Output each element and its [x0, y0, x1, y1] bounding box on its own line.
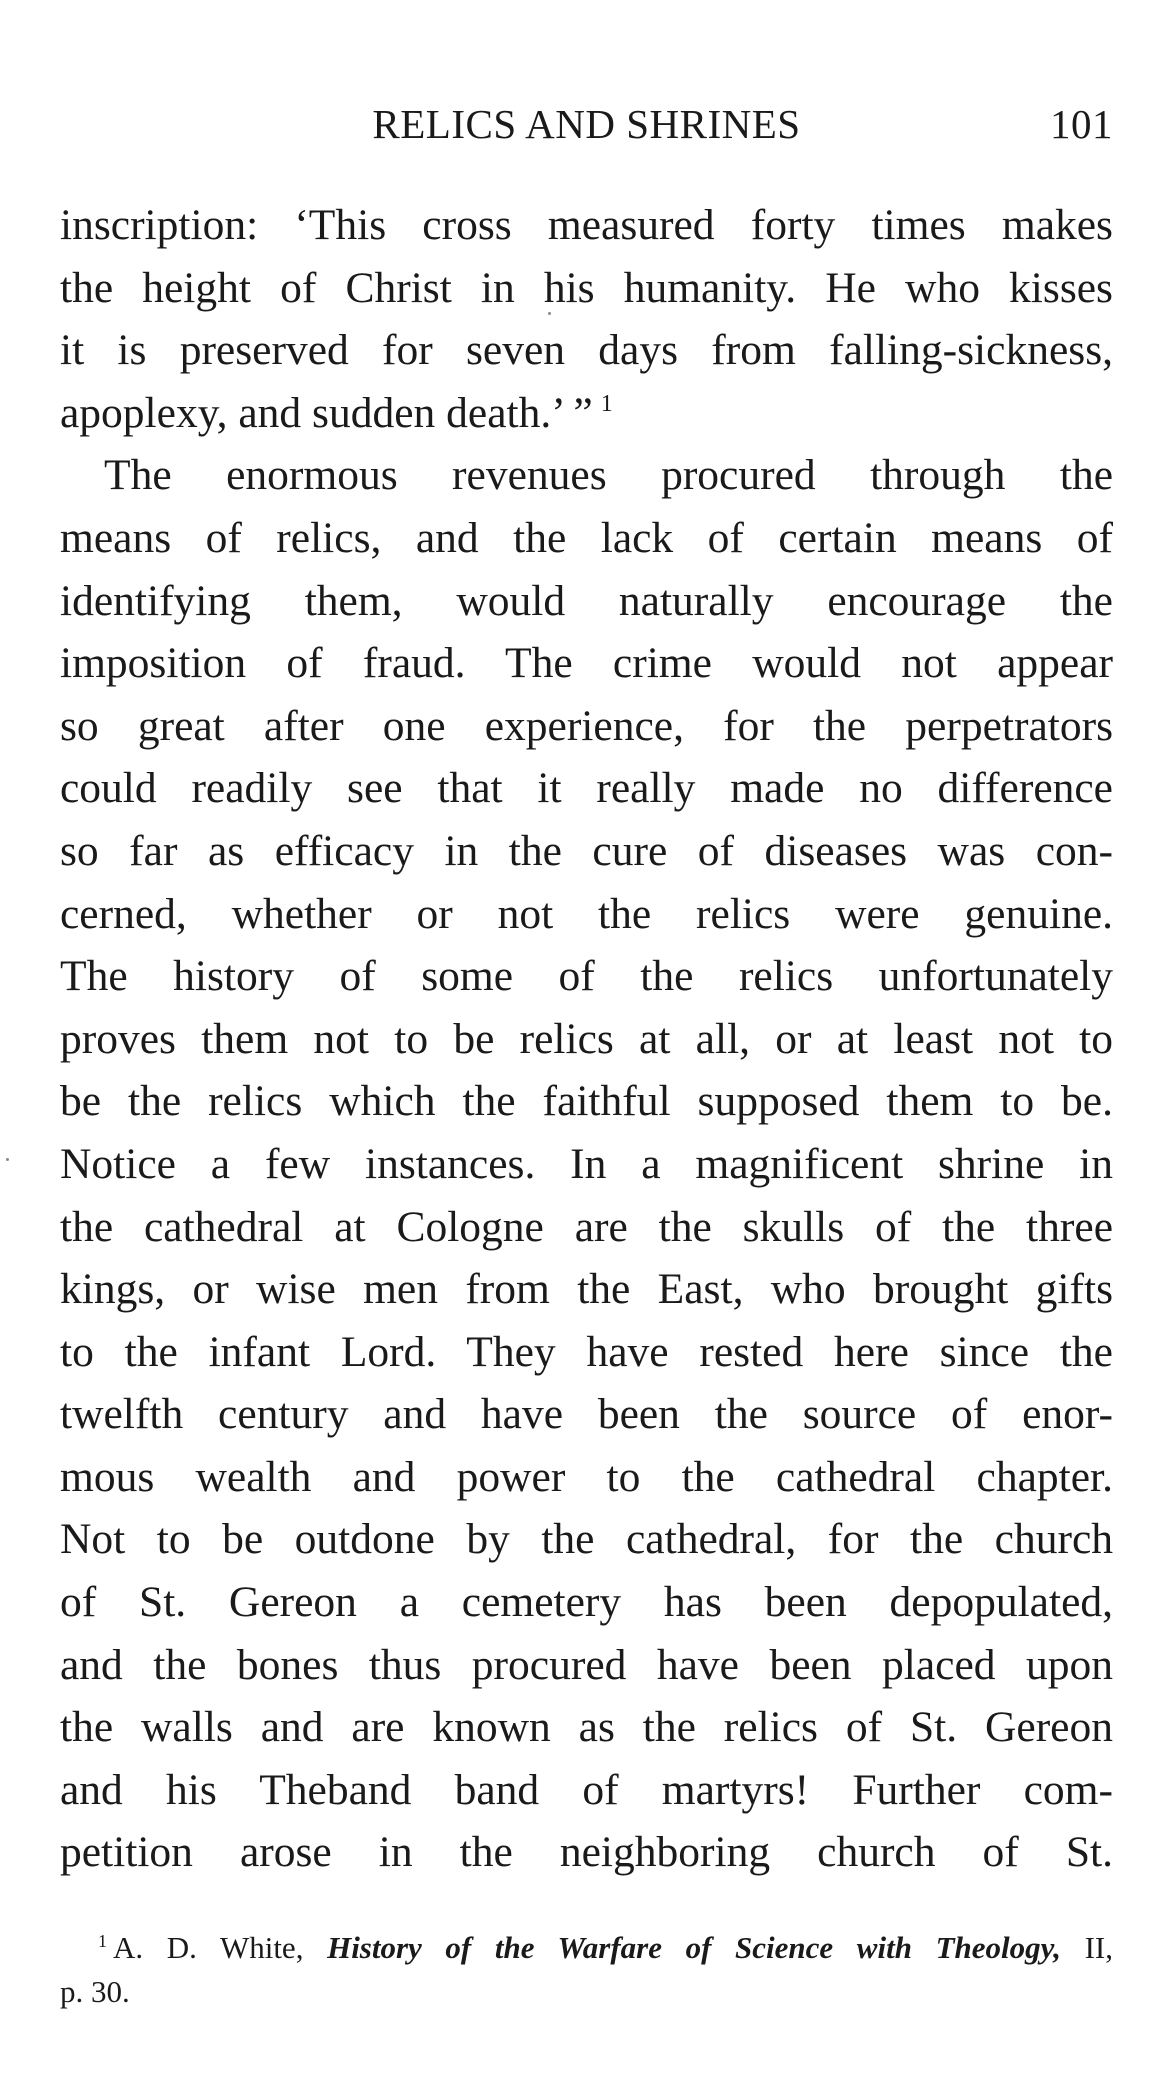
text-line: The history of some of the relics unfortunately [60, 952, 1113, 1001]
text-line: Not to be outdone by the cathedral, for the church [60, 1515, 1113, 1564]
text-line: kings, or wise men from the East, who brought gifts [60, 1265, 1113, 1314]
footnote-author: A. D. White, [113, 1930, 304, 1965]
text-line: the walls and are known as the relics of St. Gereon [60, 1703, 1113, 1752]
text-line: and the bones thus procured have been placed upon [60, 1640, 1113, 1689]
text-line: proves them not to be relics at all, or at least not to [60, 1014, 1113, 1063]
text-line: could readily see that it really made no difference [60, 764, 1113, 813]
footnote [60, 1926, 1113, 2014]
text-line: petition arose in the neighboring church of St. [60, 1828, 1113, 1877]
print-speck [548, 312, 551, 315]
text-line: the cathedral at Cologne are the skulls of the three [60, 1202, 1113, 1251]
text-line-content: apoplexy, and sudden death.’ ” [60, 388, 593, 437]
print-speck [6, 1158, 9, 1161]
text-line: so great after one experience, for the perpetrators [60, 701, 1113, 750]
footnote-volume: II, [1084, 1930, 1114, 1965]
text-line: cerned, whether or not the relics were genuine. [60, 889, 1113, 938]
text-line: of St. Gereon a cemetery has been depopulated, [60, 1578, 1113, 1627]
running-title: RELICS AND SHRINES [372, 101, 801, 147]
paragraph-first-line: The enormous revenues procured through the [104, 451, 1113, 500]
footnote-line [60, 1926, 1113, 1970]
page-number: 101 [1050, 101, 1113, 147]
text-line: it is preserved for seven days from falling-sickness, [60, 326, 1113, 375]
body-text [60, 194, 1113, 1884]
footnote-reference: 1 [600, 391, 613, 418]
footnote-title: History of the Warfare of Science with Theology, [327, 1930, 1061, 1965]
text-line: inscription: ‘This cross measured forty times makes [60, 201, 1113, 249]
text-line [60, 382, 1113, 445]
footnote-page: p. 30. [60, 1974, 130, 2009]
text-line: imposition of fraud. The crime would not appear [60, 639, 1113, 688]
text-line: the height of Christ in his humanity. He who kisses [60, 263, 1113, 312]
text-line: mous wealth and power to the cathedral chapter. [60, 1452, 1113, 1501]
text-line: be the relics which the faithful supposed them to be. [60, 1077, 1113, 1126]
text-line: to the infant Lord. They have rested here since the [60, 1327, 1113, 1376]
text-line: means of relics, and the lack of certain means of [60, 513, 1113, 562]
text-line: so far as efficacy in the cure of diseases was con- [60, 826, 1113, 875]
text-line: twelfth century and have been the source of enor- [60, 1390, 1113, 1439]
running-head [60, 100, 1113, 150]
footnote-marker: 1 [98, 1930, 107, 1951]
text-line: identifying them, would naturally encourage the [60, 576, 1113, 625]
text-line: Notice a few instances. In a magnificent shrine in [60, 1139, 1113, 1188]
text-line: and his Theband band of martyrs! Further com- [60, 1765, 1113, 1814]
